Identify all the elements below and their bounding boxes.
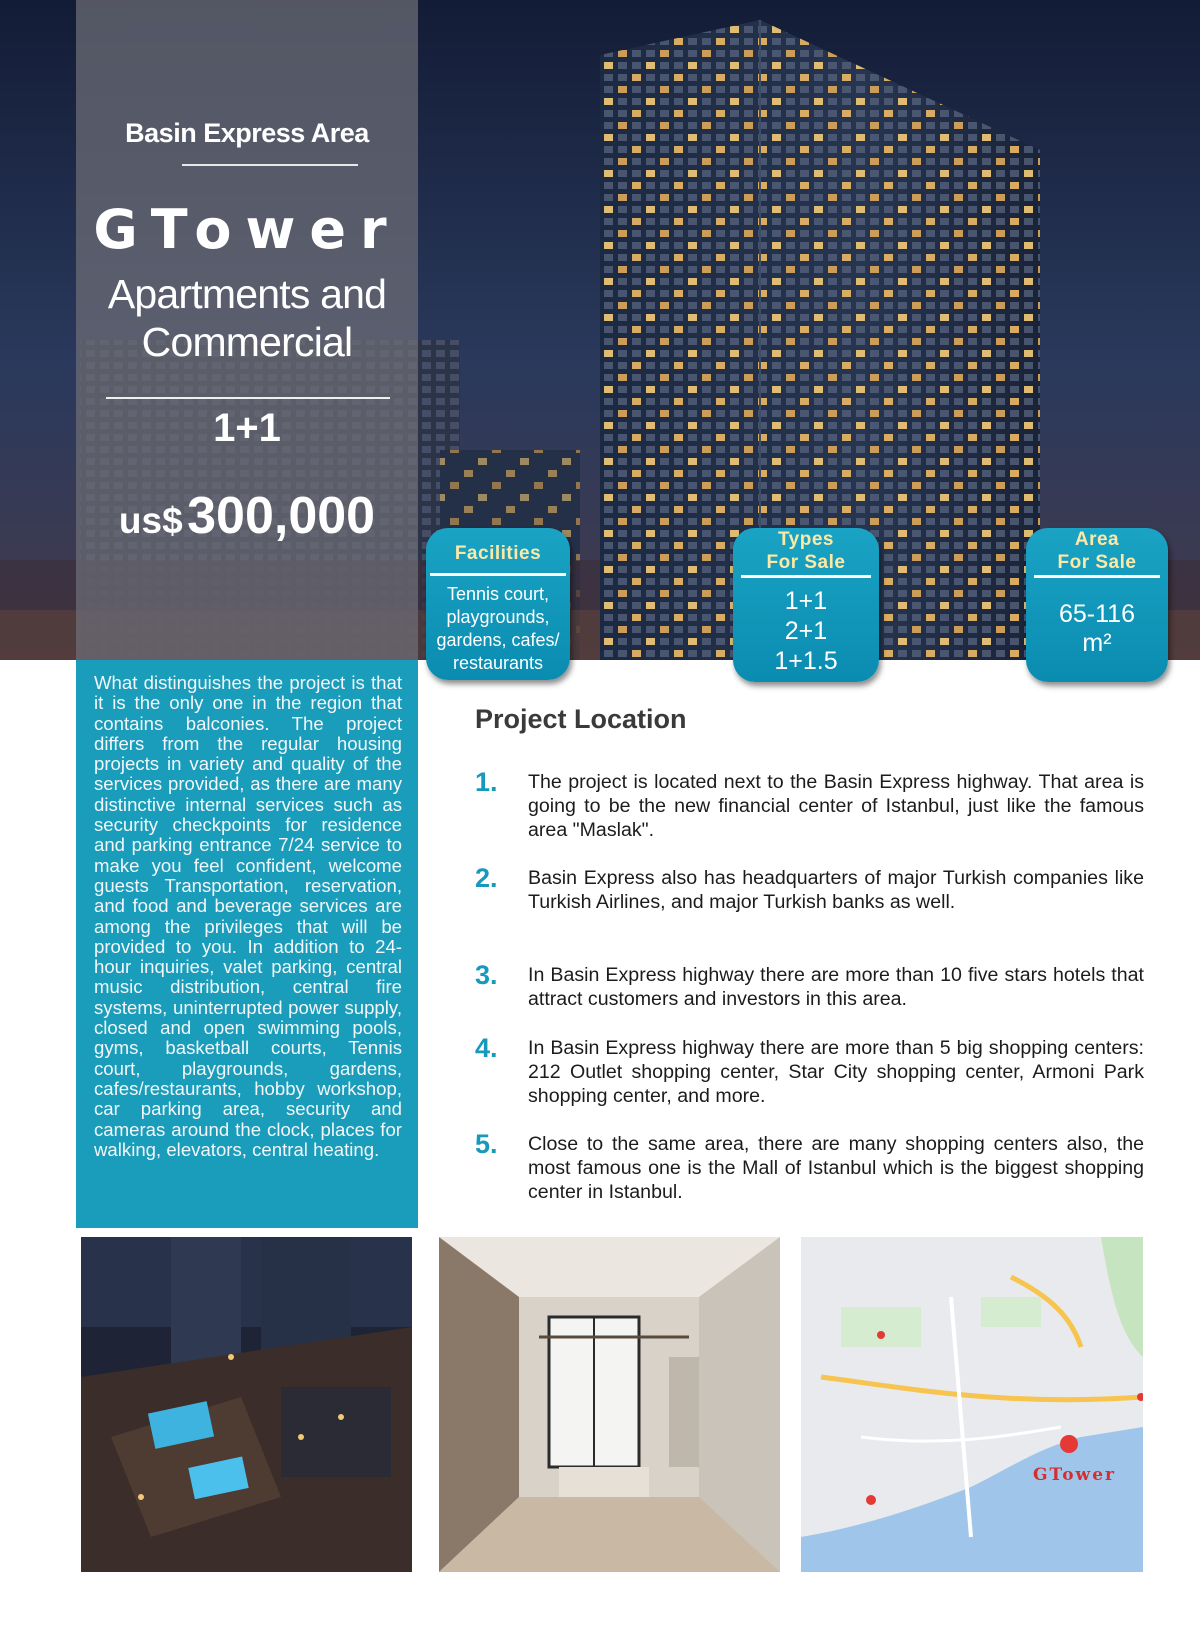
price [76,486,418,546]
price-amount: 300,000 [187,487,376,545]
project-description: What distinguishes the project is that it is the only one in the region that contains balconies. The project differs from the regular housing projects in variety and quality of the services provided, as there are many distinctive internal services such as security checkpoints for residence and parking entrance 7/24 service to make you feel confident, welcome guests Transportation, reservation, and food and beverage services are among the privileges that will be provided to you. In addition to 24-hour inquiries, valet parking, central music distribution, central fire systems, uninterrupted power supply, closed and open swimming pools, gyms, basketball courts, Tennis court, playgrounds, gardens, cafes/restaurants, hobby workshop, car parking area, security and cameras around the clock, places for walking, elevators, central heating. [76,660,418,1228]
area-heading-line-1: Area [1074,529,1120,550]
location-item-number: 1. [475,767,498,797]
facilities-list [426,583,570,675]
type-line: 2+1 [784,617,828,645]
area-title: Basin Express Area [125,118,369,148]
facility-line: Tennis court, [446,584,550,604]
map-marker-label: GTower [1033,1465,1116,1485]
location-item-text: The project is located next to the Basin Express highway. That area is going to be the new financial center of Istanbul, just like the famous area "Maslak". [528,771,1144,841]
facility-line: gardens, cafes/ [436,630,560,650]
location-item-number: 4. [475,1033,498,1063]
location-map [801,1237,1143,1572]
type-line: 1+1 [784,587,828,615]
location-item-text: In Basin Express highway there are more than 10 five stars hotels that attract customers and investors in this area. [528,964,1144,1010]
type-line: 1+1.5 [774,647,838,675]
location-item-text: In Basin Express highway there are more than 5 big shopping centers: 212 Outlet shopping center, Star City shopping center, Armoni Park shopping center, and more. [528,1037,1144,1107]
location-item-text: Close to the same area, there are many shopping centers also, the most famous one is the Mall of Istanbul which is the biggest shopping center in Istanbul. [528,1133,1144,1203]
facilities-heading: Facilities [454,543,542,564]
types-badge [733,528,879,682]
unit-type: 1+1 [213,406,281,450]
area-unit: m² [1082,629,1112,657]
area-heading-line-2: For Sale [1057,552,1137,573]
project-subtitle [76,270,418,366]
types-list [733,586,879,676]
gtower-marker-icon [1060,1435,1078,1453]
area-badge [1026,528,1168,682]
interior-photo [439,1237,780,1572]
subtitle-divider [106,397,390,399]
facility-line: playgrounds, [446,607,550,627]
badge-divider [741,575,871,578]
types-heading-line-1: Types [777,529,834,550]
facility-line: restaurants [452,653,544,673]
area-value: 65-116 [1059,600,1135,628]
project-name: GTower [93,198,401,261]
location-item-text: Basin Express also has headquarters of major Turkish companies like Turkish Airlines, and major Turkish banks as well. [528,867,1144,913]
hero-banner [0,0,1200,660]
title-divider [182,164,358,166]
location-title: Project Location [475,704,687,734]
location-item-number: 5. [475,1129,498,1159]
badge-divider [1034,575,1160,578]
aerial-pool-photo [81,1237,412,1572]
subtitle-line-2: Commercial [141,319,353,365]
price-currency: us$ [118,500,183,541]
title-panel [76,0,418,660]
types-heading-line-2: For Sale [766,552,846,573]
location-item-number: 2. [475,863,498,893]
area-value-block [1026,600,1168,658]
area-heading [1026,528,1168,574]
types-heading [733,528,879,574]
subtitle-line-1: Apartments and [107,271,387,317]
location-item-number: 3. [475,960,498,990]
facilities-badge [426,528,570,680]
badge-divider [430,573,566,576]
